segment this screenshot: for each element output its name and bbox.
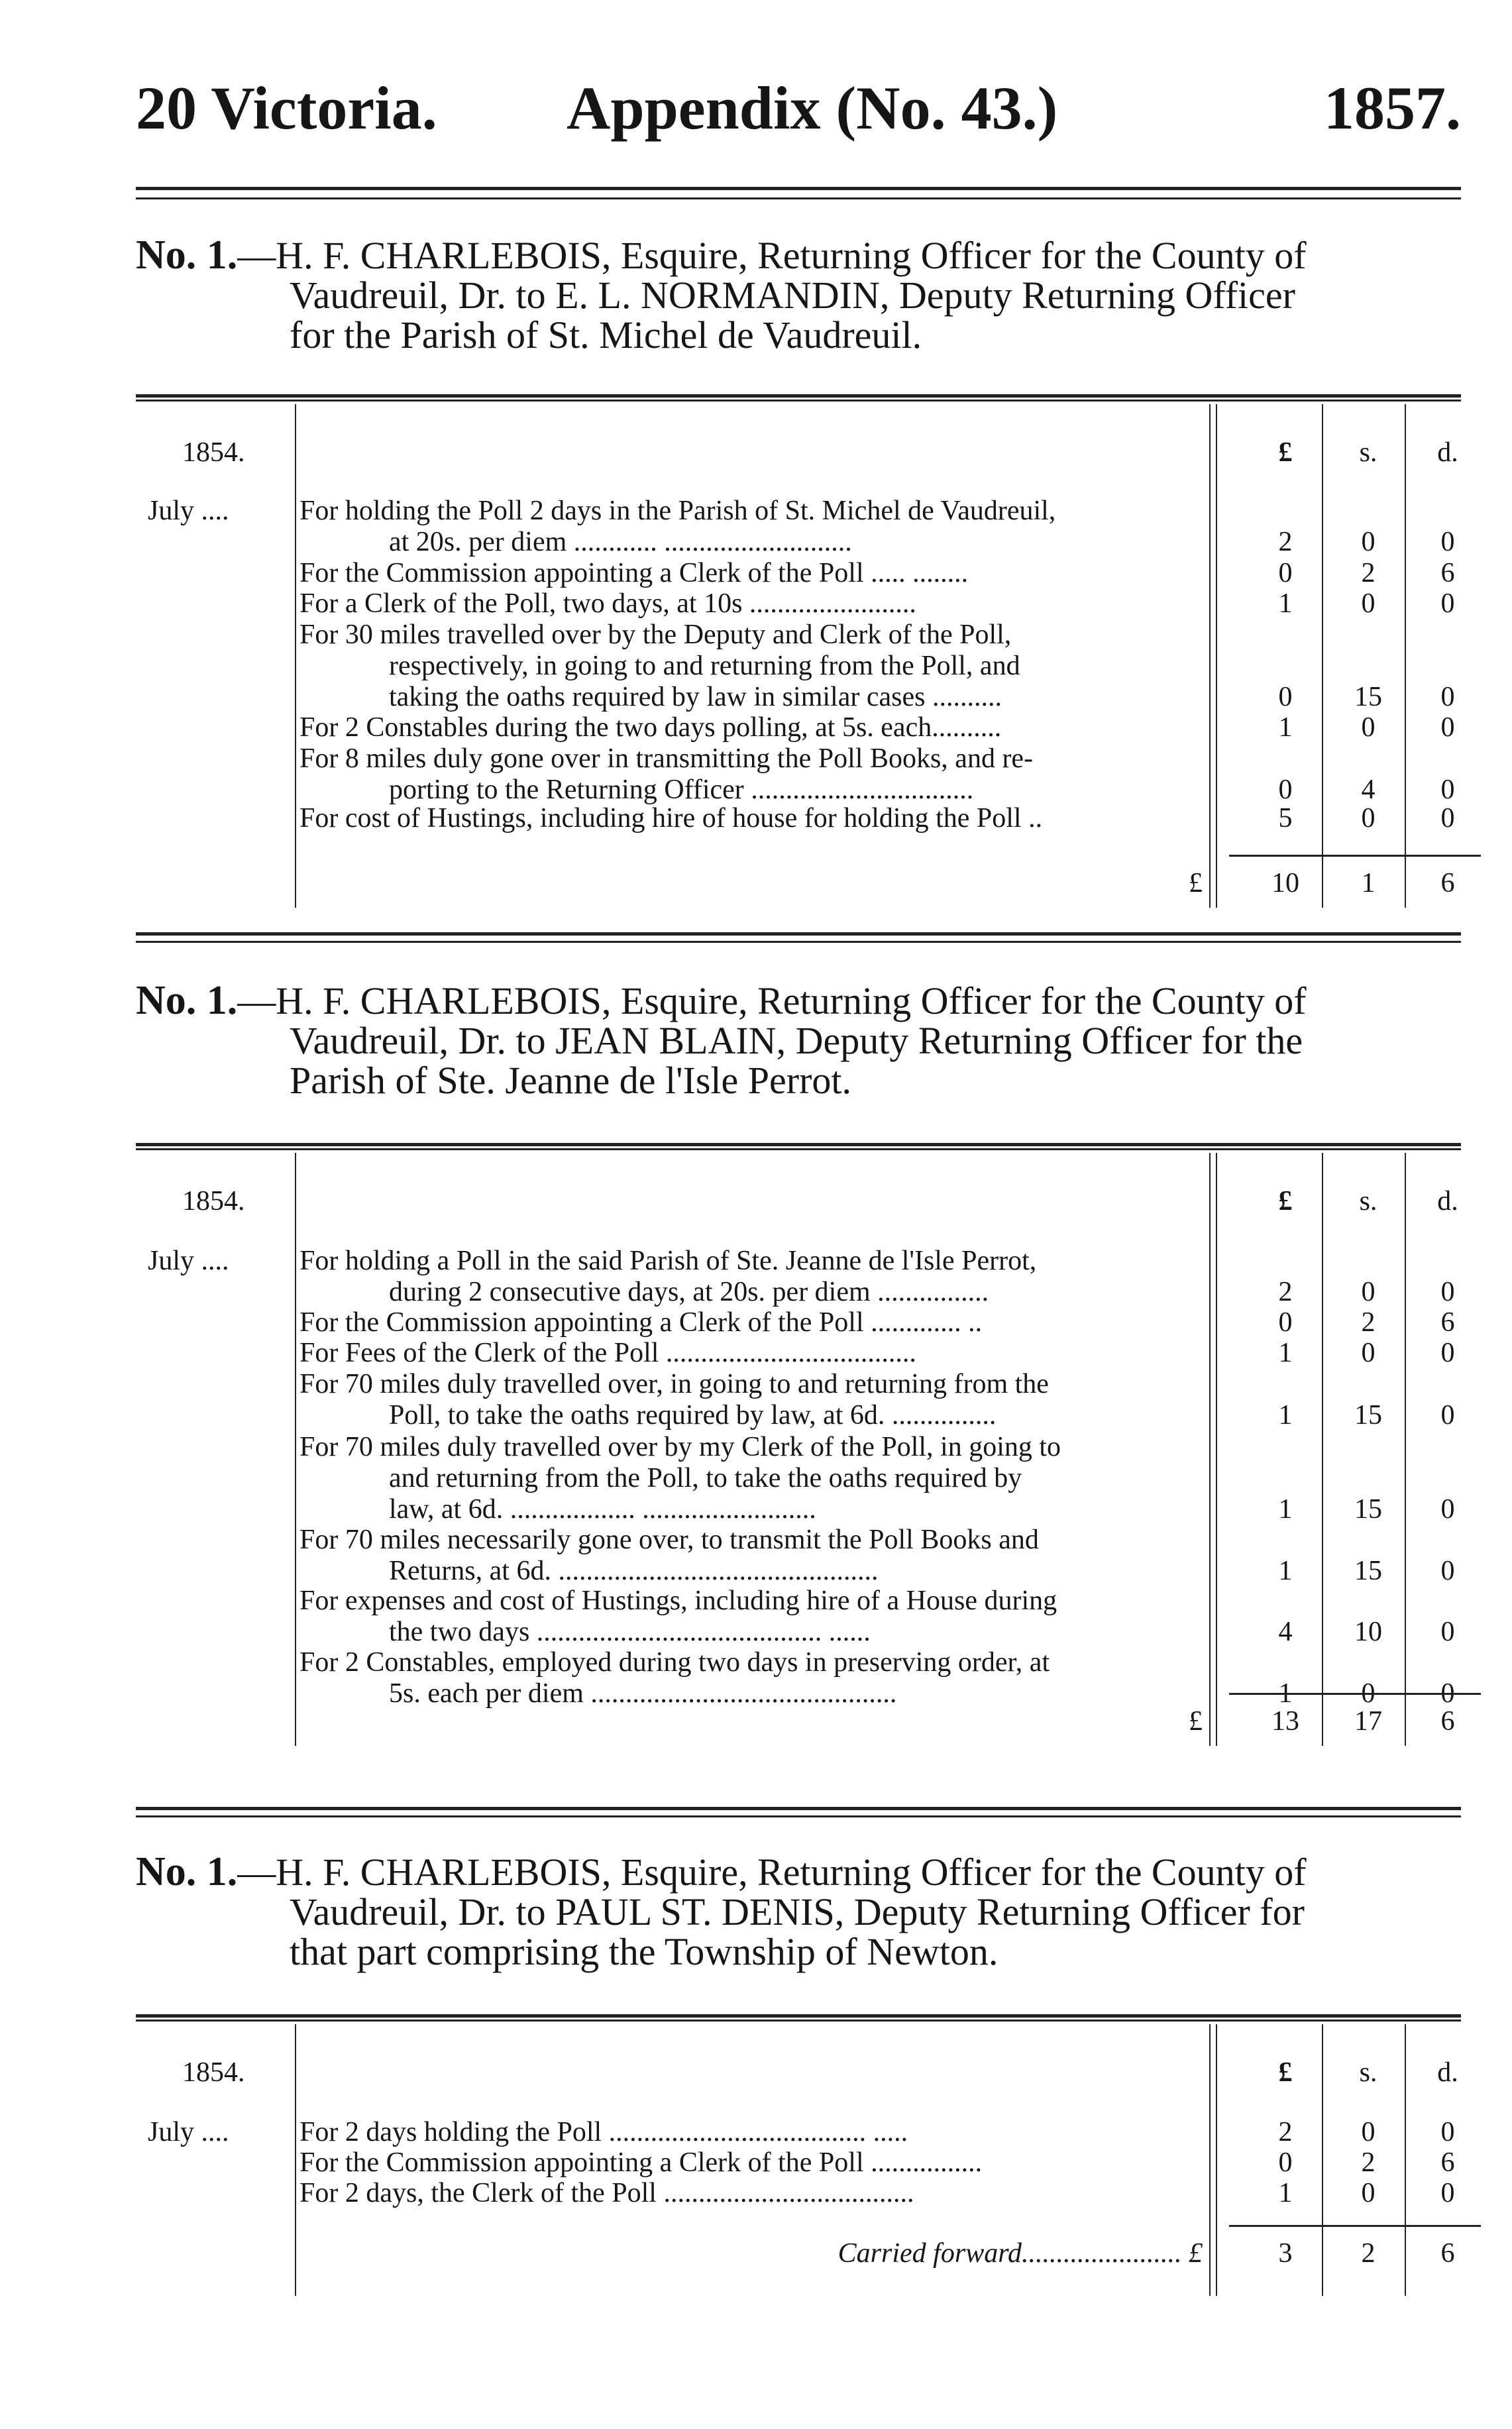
entry-pence: 0 [1440, 1678, 1455, 1709]
ledger-entry [299, 2178, 1340, 2209]
entry-text: For holding a Poll in the said Parish of Ste. Jeanne de l'Isle Perrot, [299, 1246, 1037, 1276]
entry-text: porting to the Returning Officer ................................ [389, 775, 974, 805]
entry-text: For Fees of the Clerk of the Poll .................................... [299, 1338, 916, 1368]
entry-text: For 70 miles duly travelled over by my Clerk of the Poll, in going to [299, 1432, 1061, 1462]
ledger-entry [299, 588, 1340, 620]
shillings-column-head: s. [1359, 2057, 1377, 2088]
pence-column-head: d. [1437, 2057, 1458, 2088]
total-pounds: 13 [1271, 1706, 1299, 1737]
ledger-table [136, 404, 1461, 908]
entry-text: For 2 Constables during the two days polling, at 5s. each.......... [299, 712, 1002, 743]
title-line [136, 1021, 1454, 1061]
pence-column-head: d. [1437, 1186, 1458, 1216]
shillings-column-head: s. [1359, 1186, 1377, 1216]
entry-shillings: 0 [1361, 1277, 1376, 1307]
title-text: —H. F. CHARLEBOIS, Esquire, Returning Officer for the County of [237, 234, 1307, 277]
title-line [136, 276, 1454, 315]
entry-shillings: 0 [1361, 527, 1376, 557]
ledger-entry [299, 743, 1340, 806]
ledger-table [136, 2024, 1461, 2296]
ledger-top-rule [136, 394, 1461, 398]
title-text: Parish of Ste. Jeanne de l'Isle Perrot. [290, 1059, 852, 1102]
entry-pounds: 1 [1278, 1400, 1293, 1430]
entry-pounds: 1 [1278, 1556, 1293, 1586]
total-shillings: 17 [1354, 1706, 1382, 1737]
ledger-top-rule-thin [136, 400, 1461, 402]
entry-pence: 0 [1440, 2117, 1455, 2147]
ledger-entry [299, 1525, 1340, 1587]
entry-pounds: 1 [1278, 588, 1293, 619]
title-line [136, 235, 1454, 276]
entry-pence: 6 [1440, 558, 1455, 588]
entry-pounds: 1 [1278, 2178, 1293, 2208]
entry-shillings: 0 [1361, 1678, 1376, 1709]
total-rule [1229, 1693, 1481, 1695]
entry-text: at 20s. per diem ............ ........................... [389, 527, 852, 557]
section-title [136, 978, 1454, 1102]
entry-pounds: 0 [1278, 558, 1293, 588]
entry-pence: 0 [1440, 1400, 1455, 1430]
ledger-entry [299, 1338, 1340, 1369]
ledger-entry [299, 1586, 1340, 1648]
entry-pence: 0 [1440, 1556, 1455, 1586]
section-end-rule [136, 932, 1461, 936]
entry-text: during 2 consecutive days, at 20s. per diem ................ [389, 1277, 989, 1307]
entry-shillings: 2 [1361, 558, 1376, 588]
entry-text: For a Clerk of the Poll, two days, at 10s ........................ [299, 588, 916, 619]
entry-pounds: 0 [1278, 682, 1293, 712]
section-title [136, 235, 1454, 355]
entry-text: For expenses and cost of Hustings, including hire of a House during [299, 1586, 1057, 1616]
pounds-column-head: £ [1278, 1186, 1293, 1216]
header-rule [136, 187, 1461, 190]
total-label: Carried forward....................... £ [837, 2238, 1203, 2269]
entry-text: 5s. each per diem ............................................ [389, 1678, 897, 1709]
entry-pounds: 1 [1278, 712, 1293, 743]
title-line [136, 1849, 1454, 1894]
ledger-month: July .... [148, 496, 229, 526]
entry-shillings: 2 [1361, 2147, 1376, 2178]
ledger-entry [299, 558, 1340, 589]
entry-text: For 2 days holding the Poll ..................................... ..... [299, 2117, 908, 2147]
entry-shillings: 0 [1361, 712, 1376, 743]
ledger-table [136, 1153, 1461, 1746]
entry-text: For 2 Constables, employed during two days in preserving order, at [299, 1647, 1050, 1678]
ledger-entry [299, 1246, 1340, 1308]
entry-shillings: 0 [1361, 803, 1376, 834]
entry-shillings: 2 [1361, 1307, 1376, 1338]
entry-text: For 8 miles duly gone over in transmitting the Poll Books, and re- [299, 743, 1034, 774]
entry-text: For 2 days, the Clerk of the Poll .................................... [299, 2178, 914, 2208]
entry-pence: 0 [1440, 1277, 1455, 1307]
entry-pence: 0 [1440, 775, 1455, 805]
entry-pounds: 0 [1278, 1307, 1293, 1338]
entry-shillings: 15 [1354, 1556, 1382, 1586]
entry-text: For cost of Hustings, including hire of house for holding the Poll .. [299, 803, 1043, 834]
total-pence: 6 [1440, 2238, 1455, 2269]
entry-text: the two days ......................................... ...... [389, 1617, 871, 1647]
entry-pounds: 1 [1278, 1338, 1293, 1368]
title-text: Vaudreuil, Dr. to JEAN BLAIN, Deputy Returning Officer for the [290, 1019, 1303, 1062]
entry-pounds: 1 [1278, 1678, 1293, 1709]
date-column-rule [295, 2024, 296, 2296]
entry-pounds: 0 [1278, 2147, 1293, 2178]
section-end-rule [136, 1815, 1461, 1817]
ledger-top-rule-thin [136, 2020, 1461, 2022]
title-text: Vaudreuil, Dr. to E. L. NORMANDIN, Deputy Returning Officer [290, 274, 1295, 317]
section-number: No. 1. [136, 233, 238, 278]
ledger-entry [299, 1432, 1340, 1525]
entry-text: Poll, to take the oaths required by law, at 6d. ............... [389, 1400, 997, 1430]
header-year: 1857. [1324, 74, 1461, 142]
entry-pounds: 2 [1278, 527, 1293, 557]
date-column-rule [295, 1153, 296, 1746]
entry-text: For the Commission appointing a Clerk of the Poll ..... ........ [299, 558, 969, 588]
title-text: —H. F. CHARLEBOIS, Esquire, Returning Officer for the County of [237, 1851, 1307, 1894]
pence-column-head: d. [1437, 437, 1458, 468]
entry-text: For the Commission appointing a Clerk of the Poll ............. .. [299, 1307, 983, 1338]
ledger-entry [299, 620, 1340, 713]
ledger-month: July .... [148, 1246, 229, 1276]
entry-pounds: 2 [1278, 2117, 1293, 2147]
entry-text: For holding the Poll 2 days in the Parish of St. Michel de Vaudreuil, [299, 496, 1056, 526]
entry-shillings: 0 [1361, 588, 1376, 619]
entry-shillings: 15 [1354, 1494, 1382, 1525]
entry-text: For 70 miles necessarily gone over, to transmit the Poll Books and [299, 1525, 1039, 1555]
entry-pence: 0 [1440, 1494, 1455, 1525]
section-number: No. 1. [136, 1849, 238, 1894]
total-label: £ [1189, 868, 1203, 898]
entry-pounds: 4 [1278, 1617, 1293, 1647]
section-end-rule [136, 1807, 1461, 1810]
header-rule-thin [136, 197, 1461, 199]
date-column-rule [295, 404, 296, 908]
section-end-rule [136, 941, 1461, 943]
ledger-entry [299, 1369, 1340, 1431]
entry-pence: 0 [1440, 1617, 1455, 1647]
entry-pence: 0 [1440, 2178, 1455, 2208]
section-number: No. 1. [136, 978, 238, 1023]
total-label: £ [1189, 1706, 1203, 1737]
ledger-year: 1854. [182, 1186, 245, 1216]
total-pence: 6 [1440, 1706, 1455, 1737]
title-line [136, 978, 1454, 1023]
entry-text: For 30 miles travelled over by the Deputy and Clerk of the Poll, [299, 620, 1012, 650]
ledger-top-rule [136, 2014, 1461, 2018]
entry-pounds: 5 [1278, 803, 1293, 834]
total-rule [1229, 2225, 1481, 2227]
ledger-entry [299, 803, 1340, 834]
ledger-entry [299, 2117, 1340, 2148]
title-line [136, 1932, 1454, 1972]
entry-text: taking the oaths required by law in similar cases .......... [389, 682, 1002, 712]
ledger-top-rule-thin [136, 1148, 1461, 1150]
pounds-column-head: £ [1278, 2057, 1293, 2088]
entry-text: law, at 6d. .................. ......................... [389, 1494, 816, 1525]
total-rule [1229, 855, 1481, 857]
running-header [136, 73, 1461, 152]
title-text: —H. F. CHARLEBOIS, Esquire, Returning Officer for the County of [237, 979, 1307, 1022]
entry-pounds: 2 [1278, 1277, 1293, 1307]
ledger-month: July .... [148, 2117, 229, 2147]
entry-text: respectively, in going to and returning from the Poll, and [389, 651, 1020, 681]
total-shillings: 2 [1361, 2238, 1376, 2269]
header-appendix: Appendix (No. 43.) [567, 74, 1058, 142]
entry-shillings: 15 [1354, 1400, 1382, 1430]
entry-shillings: 0 [1361, 1338, 1376, 1368]
title-text: Vaudreuil, Dr. to PAUL ST. DENIS, Deputy Returning Officer for [290, 1890, 1305, 1933]
shillings-column-head: s. [1359, 437, 1377, 468]
title-text: that part comprising the Township of Newton. [290, 1930, 999, 1973]
total-pounds: 3 [1278, 2238, 1293, 2269]
entry-pounds: 0 [1278, 775, 1293, 805]
total-shillings: 1 [1361, 868, 1376, 898]
title-line [136, 1061, 1454, 1101]
shillings-pence-rule [1405, 2024, 1406, 2296]
entry-shillings: 0 [1361, 2178, 1376, 2208]
entry-shillings: 0 [1361, 2117, 1376, 2147]
entry-text: For the Commission appointing a Clerk of the Poll ................ [299, 2147, 983, 2178]
entry-text: For 70 miles duly travelled over, in going to and returning from the [299, 1369, 1049, 1399]
header-regnal-year: 20 Victoria. [136, 74, 437, 142]
entry-pence: 0 [1440, 527, 1455, 557]
entry-pence: 0 [1440, 1338, 1455, 1368]
shillings-pence-rule [1405, 404, 1406, 908]
entry-pence: 0 [1440, 682, 1455, 712]
ledger-entry [299, 2147, 1340, 2179]
ledger-entry [299, 1307, 1340, 1338]
total-pence: 6 [1440, 868, 1455, 898]
entry-text: Returns, at 6d. .............................................. [389, 1556, 879, 1586]
ledger-top-rule [136, 1143, 1461, 1146]
ledger-year: 1854. [182, 2057, 245, 2088]
entry-pence: 0 [1440, 712, 1455, 743]
section-title [136, 1849, 1454, 1973]
entry-text: and returning from the Poll, to take the oaths required by [389, 1463, 1022, 1493]
total-pounds: 10 [1271, 868, 1299, 898]
ledger-entry [299, 712, 1340, 743]
entry-pounds: 1 [1278, 1494, 1293, 1525]
ledger-entry [299, 1647, 1340, 1709]
title-text: for the Parish of St. Michel de Vaudreuil. [290, 313, 922, 356]
shillings-pence-rule [1405, 1153, 1406, 1746]
title-line [136, 1892, 1454, 1932]
entry-pence: 6 [1440, 1307, 1455, 1338]
entry-pence: 0 [1440, 588, 1455, 619]
entry-shillings: 15 [1354, 682, 1382, 712]
title-line [136, 315, 1454, 355]
entry-shillings: 4 [1361, 775, 1376, 805]
ledger-year: 1854. [182, 437, 245, 468]
pounds-column-head: £ [1278, 437, 1293, 468]
entry-shillings: 10 [1354, 1617, 1382, 1647]
entry-pence: 6 [1440, 2147, 1455, 2178]
ledger-entry [299, 496, 1340, 558]
entry-pence: 0 [1440, 803, 1455, 834]
